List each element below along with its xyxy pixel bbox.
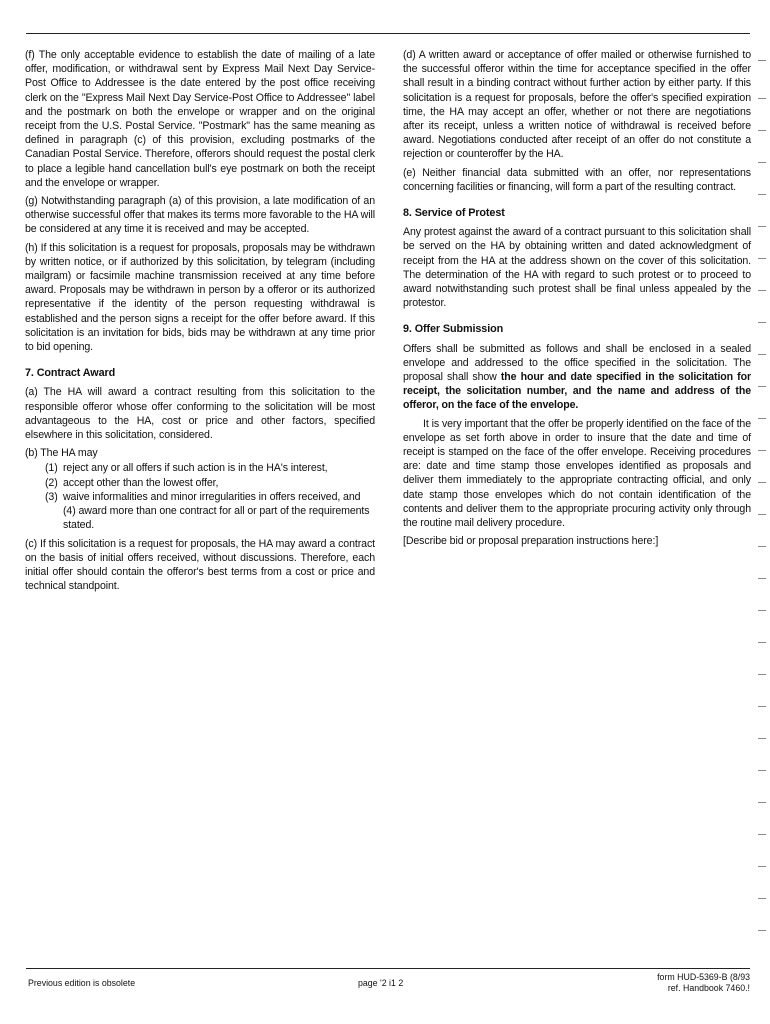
paragraph-f: (f) The only acceptable evidence to establish the date of mailing of a late offer, modification, or withdrawal sent by Express Mail Next Day Service-Post Office to Addressee is the date entered by the post office receiving clerk on the "Express Mail Next Day Service-Post Office to Addressee" label and the postmark on both the envelope or wrapper and on the original receipt from the U.S. Postal Service. "Postmark" has the same meaning as defined in paragraph (c) of this provision, excluding postmarks of the Canadian Postal Service. Therefore, offerors should request the postal clerk to place a legible hand cancellation bull's eye postmark on both the receipt and the envelope or wrapper. (25, 49, 375, 189)
list-item-text: reject any or all offers if such action is in the HA's interest, (63, 462, 328, 475)
paragraph-8: Any protest against the award of a contract pursuant to this solicitation shall be served on the HA by obtaining written and dated acknowledgment of receipt from the HA at the address shown on the cover of this solicitation. The determination of the HA with regard to such protest or to proceed to award notwithstanding such protest shall be final unless appealed by the protestor. (403, 226, 751, 310)
margin-tick (758, 482, 766, 483)
bottom-rule (26, 968, 750, 969)
left-column (25, 48, 375, 597)
section-7-heading: 7. Contract Award (25, 367, 116, 380)
footer-form-number: form HUD-5369-B (8/93 (657, 972, 750, 982)
margin-tick (758, 60, 766, 61)
list-item-number: (2) (45, 476, 58, 489)
paragraph-d: (d) A written award or acceptance of offer mailed or otherwise furnished to the successful offeror within the time for acceptance specified in the offer shall result in a binding contract without further action by either party. If this solicitation is a request for proposals, before the offer's specified expiration time, the HA may accept an offer, whether or not there are negotiations after its receipt, unless a written notice of withdrawal is received before award. Negotiations conducted after receipt of an offer do not constitute a rejection or counteroffer by the HA. (403, 49, 751, 161)
margin-tick (758, 674, 766, 675)
margin-tick (758, 738, 766, 739)
paragraph-9-text: Offers shall be submitted as follows and shall be enclosed in a sealed envelope and addressed to the office specified in the solicitation. The proposal shall show (403, 342, 751, 384)
paragraph-g: (g) Notwithstanding paragraph (a) of this provision, a late modification of an otherwise successful offer that makes its terms more favorable to the HA will be considered at any time it is received and may be accepted. (25, 195, 375, 236)
margin-tick (758, 130, 766, 131)
margin-tick (758, 706, 766, 707)
top-rule (26, 33, 750, 34)
margin-tick (758, 770, 766, 771)
margin-tick (758, 226, 766, 227)
footer-obsolete-note: Previous edition is obsolete (28, 978, 136, 988)
list-item-number: (3) (45, 490, 58, 503)
paragraph-7a: (a) The HA will award a contract resulting from this solicitation to the responsible offeror whose offer conforming to the solicitation will be most advantageous to the HA, cost or price and other factors, specified elsewhere in this solicitation, considered. (25, 386, 375, 442)
section-9-heading: 9. Offer Submission (403, 323, 504, 336)
margin-tick (758, 418, 766, 419)
paragraph-e: (e) Neither financial data submitted with an offer, nor representations concerning facilities or financing, will form a part of the resulting contract. (403, 166, 751, 193)
margin-tick (758, 834, 766, 835)
section-8-heading: 8. Service of Protest (403, 207, 505, 220)
footer-form-reference (657, 972, 750, 994)
margin-tick (758, 930, 766, 931)
margin-tick (758, 386, 766, 387)
margin-tick (758, 610, 766, 611)
list-item-number: (1) (45, 462, 58, 475)
margin-tick (758, 258, 766, 259)
margin-tick (758, 290, 766, 291)
paragraph-9-second: It is very important that the offer be properly identified on the face of the envelope as set forth above in order to insure that the date and time of receipt is stamped on the face of the offer envelope. Receiving procedures are: date and time stamp those envelopes identified as proposals and deliver them immediately to the appropriate contracting official, and only date stamp those envelopes which do not contain identification of the contents and deliver them to the appropriate procuring activity only through the routine mail delivery procedure. (403, 417, 751, 530)
margin-tick (758, 802, 766, 803)
right-column (403, 48, 751, 553)
list-item (45, 490, 375, 533)
paragraph-9 (403, 342, 751, 413)
margin-tick (758, 194, 766, 195)
margin-tick (758, 866, 766, 867)
award-options-list (45, 461, 375, 532)
margin-tick (758, 514, 766, 515)
list-item-text: accept other than the lowest offer, (63, 476, 219, 489)
margin-tick (758, 162, 766, 163)
margin-tick (758, 546, 766, 547)
margin-tick (758, 578, 766, 579)
paragraph-7c: (c) If this solicitation is a request for proposals, the HA may award a contract on the basis of initial offers received, without discussions. Therefore, each initial offer should contain the offeror's best terms from a cost or price and technical standpoint. (25, 537, 375, 593)
margin-tick (758, 898, 766, 899)
margin-tick (758, 642, 766, 643)
preparation-instructions-placeholder: [Describe bid or proposal preparation instructions here:] (403, 535, 659, 548)
paragraph-9-bold-text: the hour and date specified in the solicitation for receipt, the solicitation number, and the name and address of the offeror, on the face of the envelope. (403, 371, 751, 412)
margin-tick (758, 322, 766, 323)
paragraph-h: (h) If this solicitation is a request for proposals, proposals may be withdrawn by written notice, or if authorized by this solicitation, by telegram (including mailgram) or facsimile machine transmission received at any time before award. Proposals may be withdrawn in person by a offeror or its authorized representative if the identity of the person requesting withdrawal is established and the person signs a receipt for the offer before award. If this solicitation is an invitation for bids, bids may be withdrawn at any time prior to bid opening. (25, 241, 375, 354)
footer-handbook-ref: ref. Handbook 7460.! (667, 983, 750, 993)
margin-tick (758, 98, 766, 99)
paragraph-7b-intro: (b) The HA may (25, 447, 98, 460)
footer-page-number: page '2 i1 2 (358, 978, 404, 988)
list-item (45, 461, 375, 475)
list-item (45, 476, 375, 490)
margin-tick (758, 450, 766, 451)
list-item-text: waive informalities and minor irregularities in offers received, and (4) award more than one contract for all or part of the requirements stated. (63, 490, 370, 532)
margin-tick (758, 354, 766, 355)
